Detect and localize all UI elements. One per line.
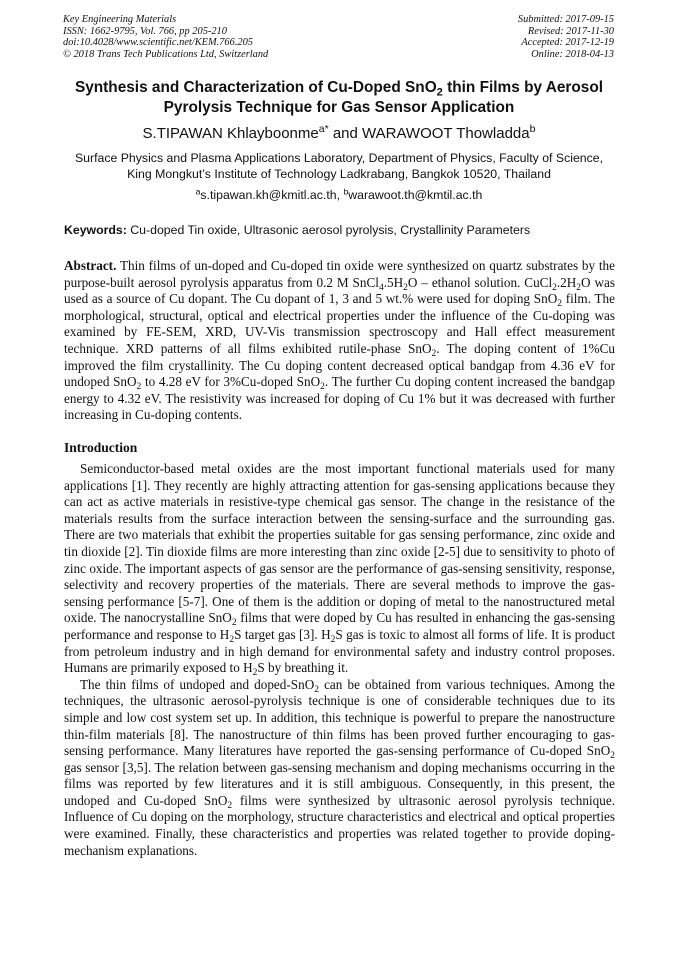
author-emails: $^a$s.tipawan.kh@kmitl.ac.th, $^b$warawoot.th@kmtil.ac.th <box>195 186 483 202</box>
email-b: warawoot.th@kmtil.ac.th <box>348 188 483 202</box>
section-heading-introduction: Introduction <box>64 440 138 455</box>
abstract: Abstract. Thin films of un-doped and Cu-doped tin oxide were synthesized on quartz substrates by the purpose-built aerosol pyrolysis apparatus from 0.2 M $SnCl_4.5H_2O$ – ethanol solution. $CuCl_2.2H_2O$ was used as a source of Cu dopant. The Cu dopant of 1, 3 and 5 wt.% were used for doping SnO$_2$ film. The morphological, structural, optical and electrical properties under the influence of the Cu-doping was examined by FE-SEM, XRD, UV-Vis transmission spectroscopy and Hall effect measurement technique. XRD patterns of all films exhibited rutile-phase SnO$_2$. The doping content of 1%Cu improved the film crystallinity. The Cu doping content decreased optical bandgap from 4.36 eV for undoped SnO$_2$ to 4.28 eV for 3%Cu-doped SnO$_2$. The further Cu doping content increased the bandgap energy to 4.32 eV. The resistivity was increased for doping of Cu 1% but it was decreased with further increasing in Cu-doping contents. <box>64 258 615 423</box>
submitted-date: Submitted: 2017-09-15 <box>517 14 614 25</box>
author-1: S.TIPAWAN Khlayboonme <box>142 125 319 142</box>
copyright: © 2018 Trans Tech Publications Ltd, Switzerland <box>63 48 269 60</box>
keywords: Keywords: Cu-doped Tin oxide, Ultrasonic aerosol pyrolysis, Crystallinity Parameters <box>64 223 531 237</box>
author-list: S.TIPAWAN Khlayboonme$^{a*}$ and WARAWOOT Thowladda$^b$ <box>142 123 536 142</box>
keywords-label: Keywords: <box>64 223 127 237</box>
journal-name: Key Engineering Materials <box>63 14 177 25</box>
author-2: WARAWOOT Thowladda <box>362 125 530 142</box>
journal-info <box>63 14 268 60</box>
email-a: s.tipawan.kh@kmitl.ac.th, <box>200 188 344 202</box>
doi: doi:10.4028/www.scientific.net/KEM.766.205 <box>63 37 253 48</box>
revised-date: Revised: 2017-11-30 <box>527 25 614 37</box>
issn-volume: ISSN: 1662-9795, Vol. 766, pp 205-210 <box>63 25 227 37</box>
abstract-label: Abstract. <box>64 258 117 273</box>
online-date: Online: 2018-04-13 <box>531 48 614 60</box>
accepted-date: Accepted: 2017-12-19 <box>521 37 614 48</box>
affiliation: Surface Physics and Plasma Applications Laboratory, Department of Physics, Faculty of Science, King Mongkut’s Institute of Technology Ladkrabang, Bangkok 10520, Thailand <box>74 151 604 181</box>
paper-title: Synthesis and Characterization of Cu-Doped SnO$_2$ thin Films by Aerosol Pyrolysis Technique for Gas Sensor Application <box>74 79 604 116</box>
introduction-body <box>64 461 615 859</box>
intro-paragraph-1: Semiconductor-based metal oxides are the most important functional materials used for many applications [1]. They recently are highly attracting attention for gas-sensing applications because they can act as active materials in resistive-type chemical gas sensor. The change in the resistance of the materials results from the surface interaction between the sensing-surface and the surrounding gas. There are two materials that exhibit the properties suitable for gas sensing performance, zinc oxide and tin dioxide [2]. Tin dioxide films are more interesting than zinc oxide [2-5] due to sensitivity to photo of zinc oxide. The important aspects of gas sensor are the performance of gas-sensing sensitivity, response, selectivity and recovery properties of the materials. There are several methods to improve the gas-sensing performance [5-7]. One of them is the addition or doping of metal to the nanostructured metal oxide. The nanocrystalline SnO$_2$ films that were doped by Cu has resulted in enhancing the gas-sensing performance and response to $H_2S$ target gas [3]. $H_2S$ gas is toxic to almost all forms of life. It is product from petroleum industry and in high demand for environmental safety and industry control proposes. Humans are primarily exposed to $H_2S$ by breathing it. <box>64 461 616 678</box>
publication-dates <box>518 14 614 60</box>
intro-paragraph-2: The thin films of undoped and doped-SnO$_2$ can be obtained from various techniques. Among the techniques, the ultrasonic aerosol-pyrolysis technique is one of considerable techniques due to its simple and low cost system set up. In addition, this technique is powerful to prepare the nanostructure thin-film materials [8]. The nanostructure of thin films has been proved further encouraging to gas-sensing performance. Many literatures have reported the gas-sensing performance of Cu-doped SnO$_2$ gas sensor [3,5]. The relation between gas-sensing mechanism and doping mechanisms occurring in the films was reported by few literatures and it is still ambiguous. Consequently, in this present, the undoped and Cu-doped SnO$_2$ films were synthesized by ultrasonic aerosol pyrolysis technique. Influence of Cu doping on the morphology, structure characteristics and electrical and optical properties were examined. Finally, these characteristics and properties was related together to provide doping-mechanism explanations. <box>64 676 616 858</box>
